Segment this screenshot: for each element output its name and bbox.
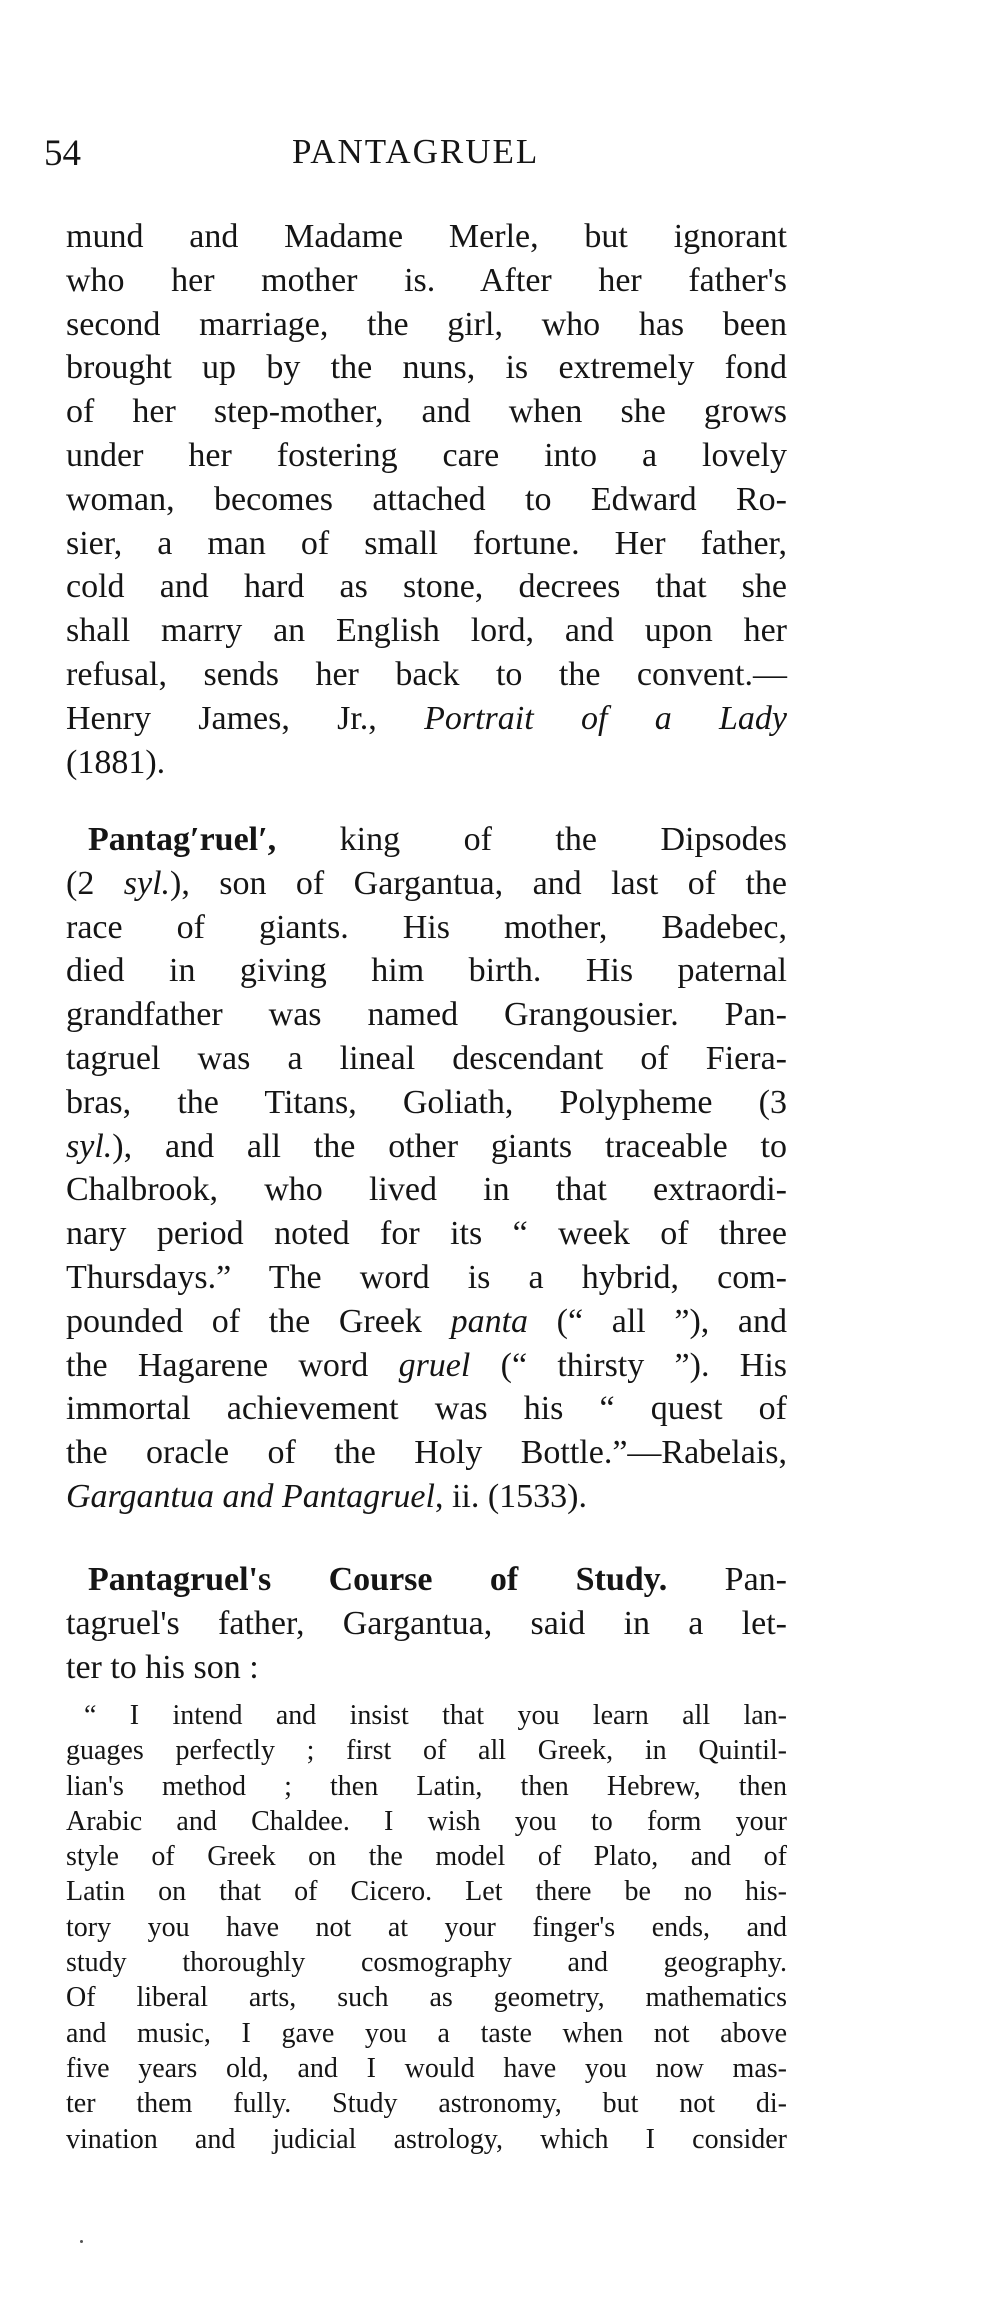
text-line: brought up by the nuns, is extremely fond <box>66 349 787 387</box>
text-line: Chalbrook, who lived in that extraordi- <box>66 1171 787 1209</box>
quote-line: and music, I gave you a taste when not above <box>66 2017 787 2049</box>
print-speck <box>80 2240 83 2243</box>
text-line: grandfather was named Grangousier. Pan- <box>66 996 787 1034</box>
running-head: PANTAGRUEL <box>292 132 540 171</box>
page-header <box>44 132 768 182</box>
quote-line: study thoroughly cosmography and geography. <box>66 1947 787 1979</box>
quote-line: Arabic and Chaldee. I wish you to form your <box>66 1805 787 1837</box>
text-line: sier, a man of small fortune. Her father, <box>66 524 787 562</box>
quote-line: vination and judicial astrology, which I consider <box>66 2123 787 2155</box>
text-line: refusal, sends her back to the convent.— <box>66 655 787 693</box>
text-line: nary period noted for its “ week of three <box>66 1215 787 1253</box>
quote-line: guages perfectly ; first of all Greek, in Quintil- <box>66 1735 787 1767</box>
text-line: pounded of the Greek panta (“ all ”), and <box>66 1302 787 1340</box>
text-line: woman, becomes attached to Edward Ro- <box>66 480 787 518</box>
entry-continuation <box>66 215 787 784</box>
entry-pantagruel <box>66 818 787 1519</box>
quote-line: five years old, and I would have you now mas- <box>66 2052 787 2084</box>
text-line: bras, the Titans, Goliath, Polypheme (3 <box>66 1083 787 1121</box>
headword: Pantagruel's Course of Study. <box>88 1561 668 1598</box>
text-line: ter to his son : <box>66 1648 259 1686</box>
quote-line: tory you have not at your finger's ends, and <box>66 1911 787 1943</box>
quote-line: ter them fully. Study astronomy, but not di- <box>66 2088 787 2120</box>
quote-line: lian's method ; then Latin, then Hebrew, then <box>66 1770 787 1802</box>
page-number: 54 <box>44 133 81 174</box>
text-line: the oracle of the Holy Bottle.”—Rabelais, <box>66 1434 787 1472</box>
text-line: Pantag′ruel′, king of the Dipsodes <box>88 821 787 858</box>
headword: Pantag′ruel′, <box>88 821 277 858</box>
text-line: shall marry an English lord, and upon her <box>66 612 787 650</box>
text-line: cold and hard as stone, decrees that she <box>66 568 787 606</box>
text-line: of her step-mother, and when she grows <box>66 393 787 431</box>
text-line: race of giants. His mother, Badebec, <box>66 908 787 946</box>
text-line: immortal achievement was his “ quest of <box>66 1390 787 1428</box>
text-line: died in giving him birth. His paternal <box>66 952 787 990</box>
quote-line: Latin on that of Cicero. Let there be no his- <box>66 1876 787 1908</box>
text-line: (1881). <box>66 743 166 781</box>
text-line: under her fostering care into a lovely <box>66 436 787 474</box>
text-line: Pantagruel's Course of Study. Pan- <box>88 1561 787 1598</box>
block-quote <box>66 1698 787 2157</box>
text-line <box>66 697 787 741</box>
citation-author: Henry James, Jr., <box>66 699 425 737</box>
text-line: Thursdays.” The word is a hybrid, com- <box>66 1258 787 1296</box>
text-line: syl.), and all the other giants traceable to <box>66 1127 787 1165</box>
quote-line: “ I intend and insist that you learn all lan- <box>84 1700 787 1731</box>
entry-course-of-study <box>66 1558 787 1689</box>
text-line: mund and Madame Merle, but ignorant <box>66 218 787 255</box>
quote-line: Of liberal arts, such as geometry, mathematics <box>66 1982 787 2014</box>
text-line: who her mother is. After her father's <box>66 261 787 299</box>
text-line: second marriage, the girl, who has been <box>66 305 787 343</box>
text-line: the Hagarene word gruel (“ thirsty ”). His <box>66 1346 787 1384</box>
text-line: tagruel's father, Gargantua, said in a let- <box>66 1604 787 1642</box>
quote-line: style of Greek on the model of Plato, and of <box>66 1841 787 1873</box>
text-line: tagruel was a lineal descendant of Fiera- <box>66 1039 787 1077</box>
text-line: (2 syl.), son of Gargantua, and last of the <box>66 864 787 902</box>
citation-title: Portrait of a Lady <box>424 699 787 737</box>
text-line: Gargantua and Pantagruel, ii. (1533). <box>66 1477 587 1515</box>
citation-title: Gargantua and Pantagruel <box>66 1477 435 1515</box>
